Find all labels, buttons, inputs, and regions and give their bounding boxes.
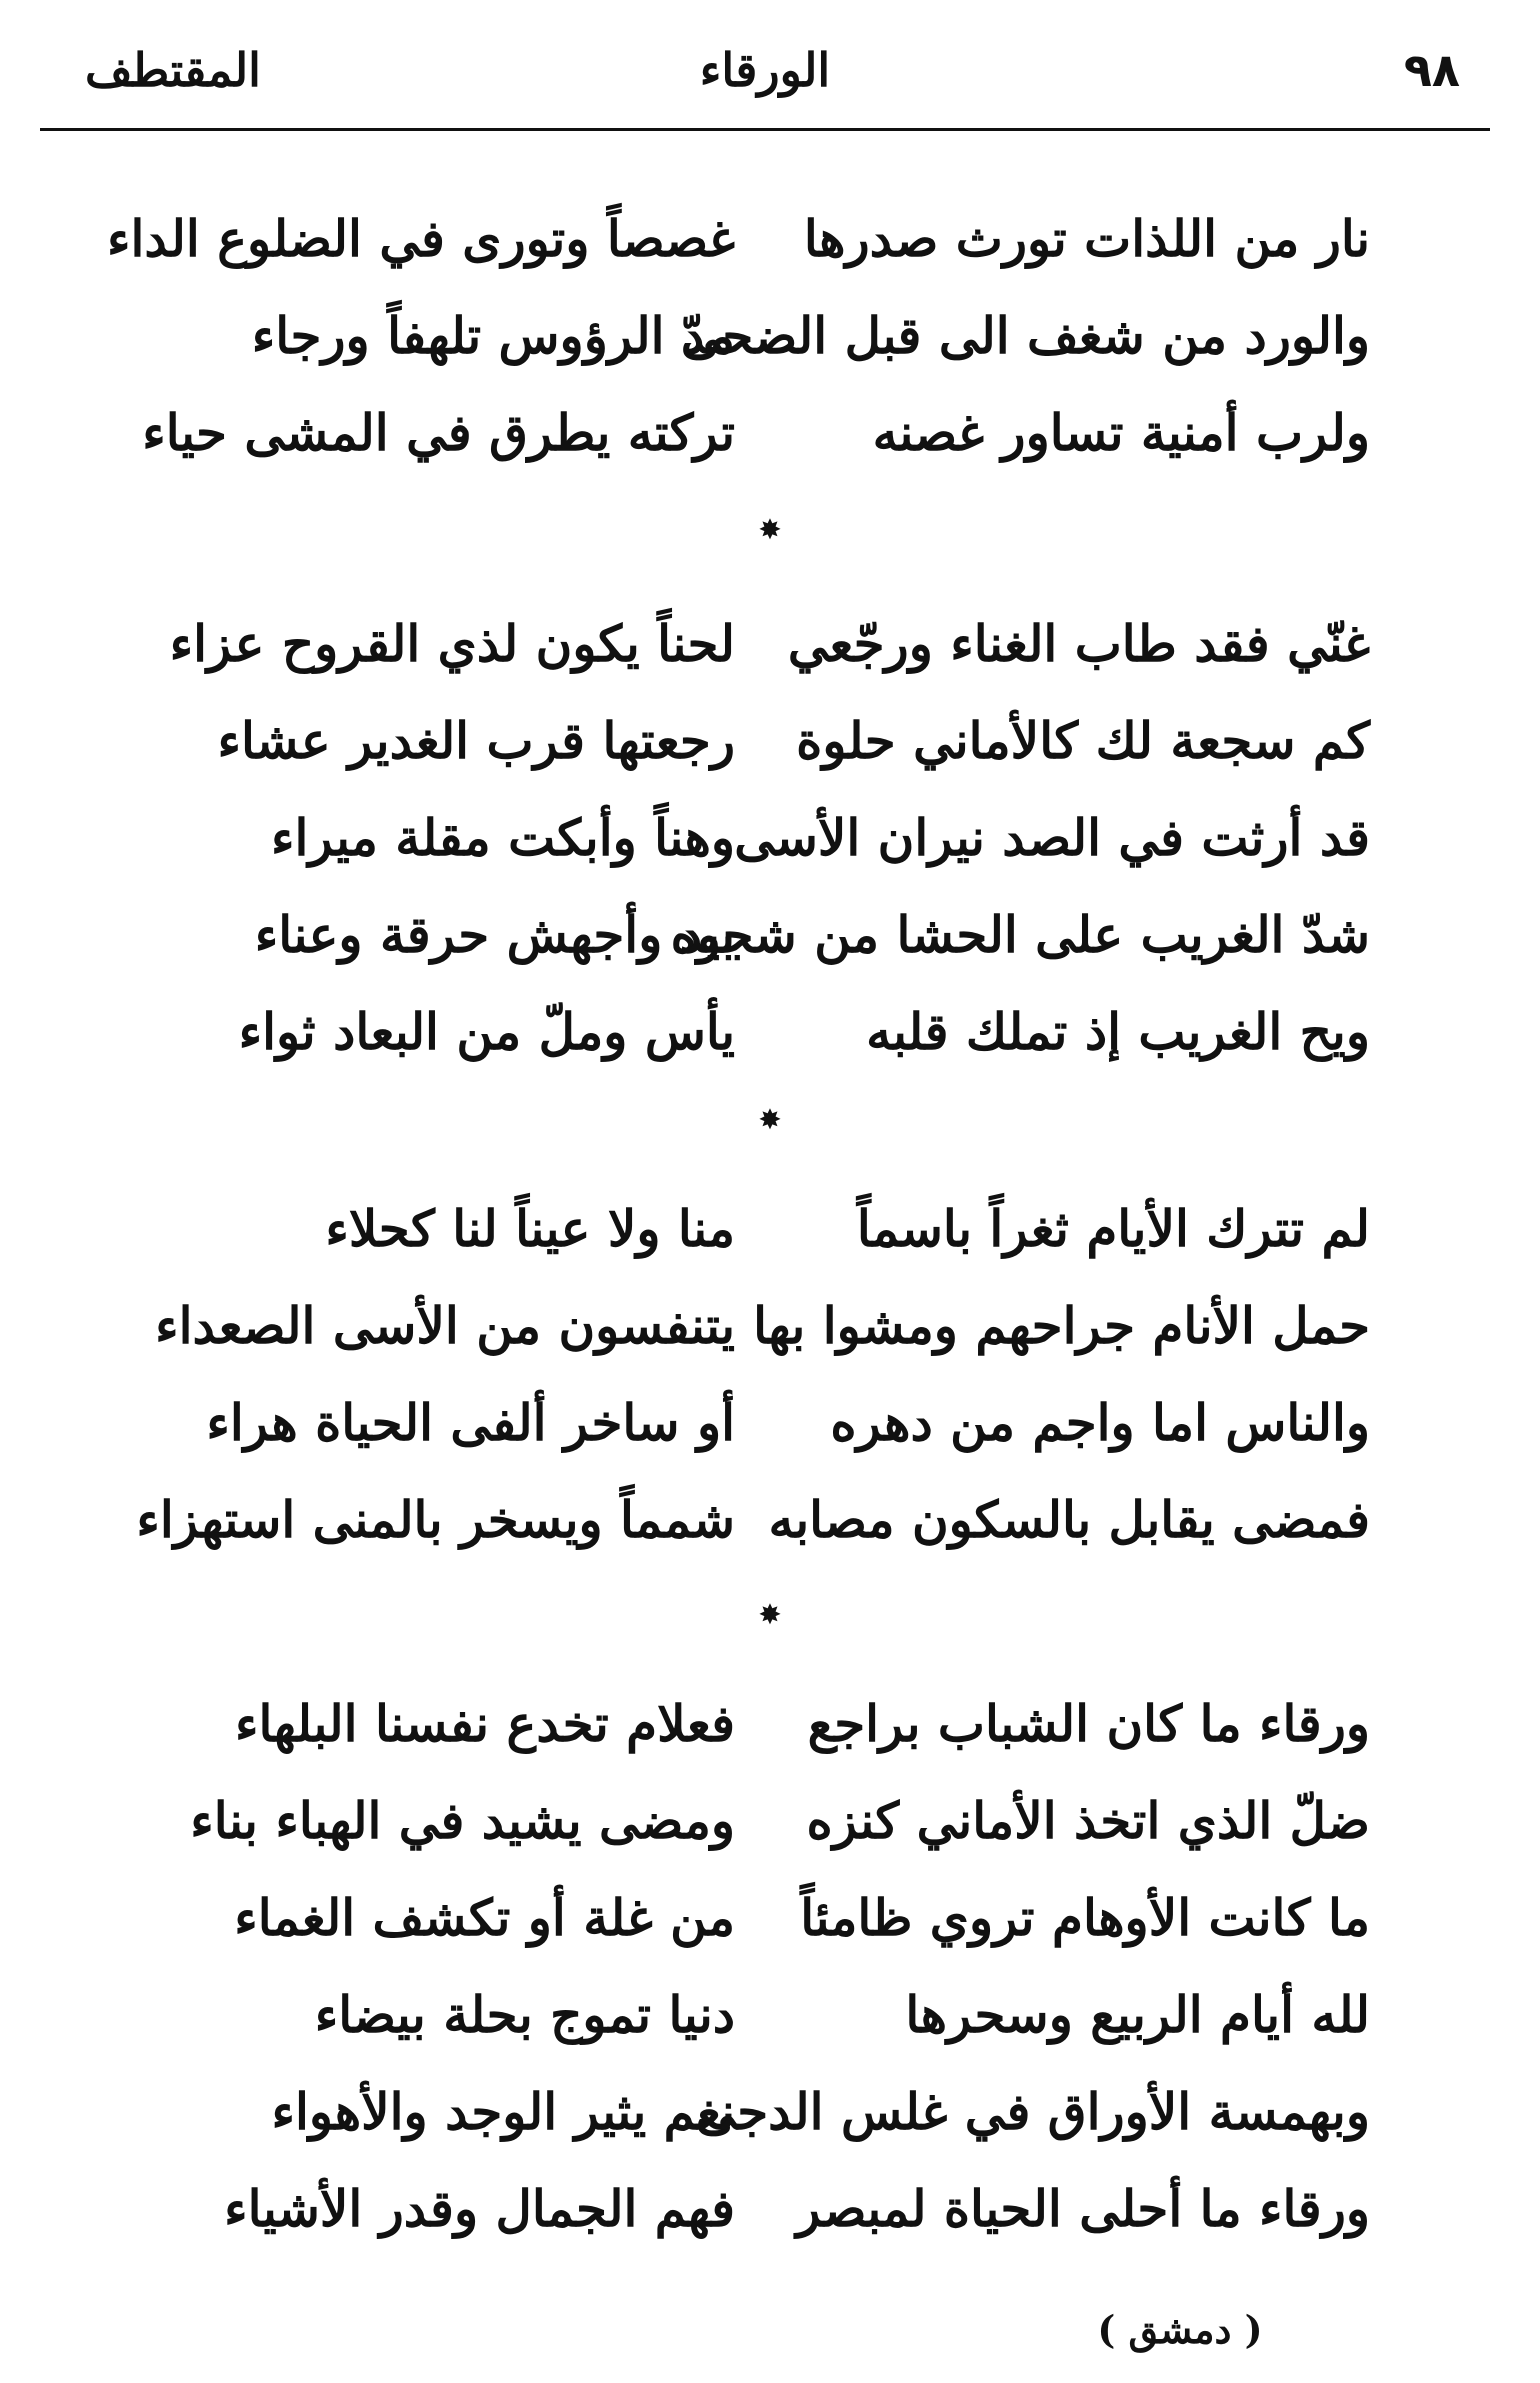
running-title: الورقاء [699,43,831,97]
hemistich-second: أو ساخر ألفى الحياة هراء [206,1393,735,1452]
verse [160,1180,1370,1277]
hemistich-first: حمل الأنام جراحهم ومشوا بها [753,1296,1370,1355]
hemistich-first: كم سجعة لك كالأماني حلوة [796,711,1370,770]
stanza-4 [160,1675,1370,2257]
hemistich-second: ومضى يشيد في الهباء بناء [190,1791,735,1850]
page-number: ٩٨ [1403,43,1460,97]
hemistich-first: والورد من شغف الى قبل الضحى [680,306,1370,365]
hemistich-first: ورقاء ما كان الشباب براجع [807,1694,1370,1753]
header-rule [40,128,1490,131]
hemistich-second: فعلام تخدع نفسنا البلهاء [235,1694,735,1753]
verse [160,287,1370,384]
hemistich-second: وهناً وأبكت مقلة ميراء [270,808,735,867]
hemistich-second: من غلة أو تكشف الغماء [234,1888,735,1947]
hemistich-second: يتنفسون من الأسى الصعداء [155,1296,735,1355]
hemistich-second: رجعتها قرب الغدير عشاء [217,711,735,770]
verse [160,1869,1370,1966]
hemistich-first: غنّي فقد طاب الغناء ورجّعي [787,614,1370,673]
verse [160,1966,1370,2063]
hemistich-first: ما كانت الأوهام تروي ظامئاً [800,1888,1370,1947]
poem-signature: ( دمشق ) [1097,2307,1263,2352]
stanza-1 [107,190,1370,481]
hemistich-second: شمماً ويسخر بالمنى استهزاء [136,1490,735,1549]
verse [160,789,1370,886]
verse [160,1675,1370,1772]
page-header [40,30,1490,110]
verse [155,1277,1370,1374]
hemistich-second: يأس وملّ من البعاد ثواء [238,1002,735,1061]
hemistich-first: والناس اما واجم من دهره [830,1393,1370,1452]
verse [160,1772,1370,1869]
verse [160,983,1370,1080]
stanza-separator-star-icon: ✸ [758,1103,782,1136]
hemistich-second: منا ولا عيناً لنا كحلاء [325,1199,735,1258]
hemistich-first: شدّ الغريب على الحشا من شجوه [670,905,1370,964]
hemistich-second: بيد وأجهش حرقة وعناء [254,905,735,964]
hemistich-first: ضلّ الذي اتخذ الأماني كنزه [806,1791,1370,1850]
verse [160,886,1370,983]
hemistich-first: وبهمسة الأوراق في غلس الدجى [695,2082,1370,2141]
hemistich-first: فمضى يقابل بالسكون مصابه [768,1490,1370,1549]
hemistich-second: لحناً يكون لذي القروح عزاء [169,614,735,673]
hemistich-second: دنيا تموج بحلة بيضاء [314,1985,735,2044]
verse [107,190,1370,287]
hemistich-second: تركته يطرق في المشى حياء [142,403,735,462]
verse [142,384,1370,481]
verse [160,1374,1370,1471]
hemistich-first: ويح الغريب إذ تملك قلبه [866,1002,1370,1061]
hemistich-second: غصصاً وتورى في الضلوع الداء [107,209,735,268]
hemistich-first: لله أيام الربيع وسحرها [905,1985,1370,2044]
hemistich-first: ورقاء ما أحلى الحياة لمبصر [796,2179,1370,2238]
hemistich-first: لم تترك الأيام ثغراً باسماً [856,1199,1370,1258]
journal-name: المقتطف [85,43,261,97]
hemistich-first: ولرب أمنية تساور غصنه [872,403,1370,462]
stanza-separator-star-icon: ✸ [758,513,782,546]
hemistich-second: مدّ الرؤوس تلهفاً ورجاء [251,306,735,365]
hemistich-second: نغم يثير الوجد والأهواء [271,2082,735,2141]
verse [160,2160,1370,2257]
verse [136,1471,1370,1568]
verse [160,692,1370,789]
verse [160,595,1370,692]
stanza-separator-star-icon: ✸ [758,1598,782,1631]
hemistich-first: قد أرثت في الصد نيران الأسى [734,808,1370,867]
stanza-3 [136,1180,1370,1568]
verse [160,2063,1370,2160]
hemistich-second: فهم الجمال وقدر الأشياء [224,2179,735,2238]
hemistich-first: نار من اللذات تورث صدرها [803,209,1370,268]
stanza-2 [160,595,1370,1080]
